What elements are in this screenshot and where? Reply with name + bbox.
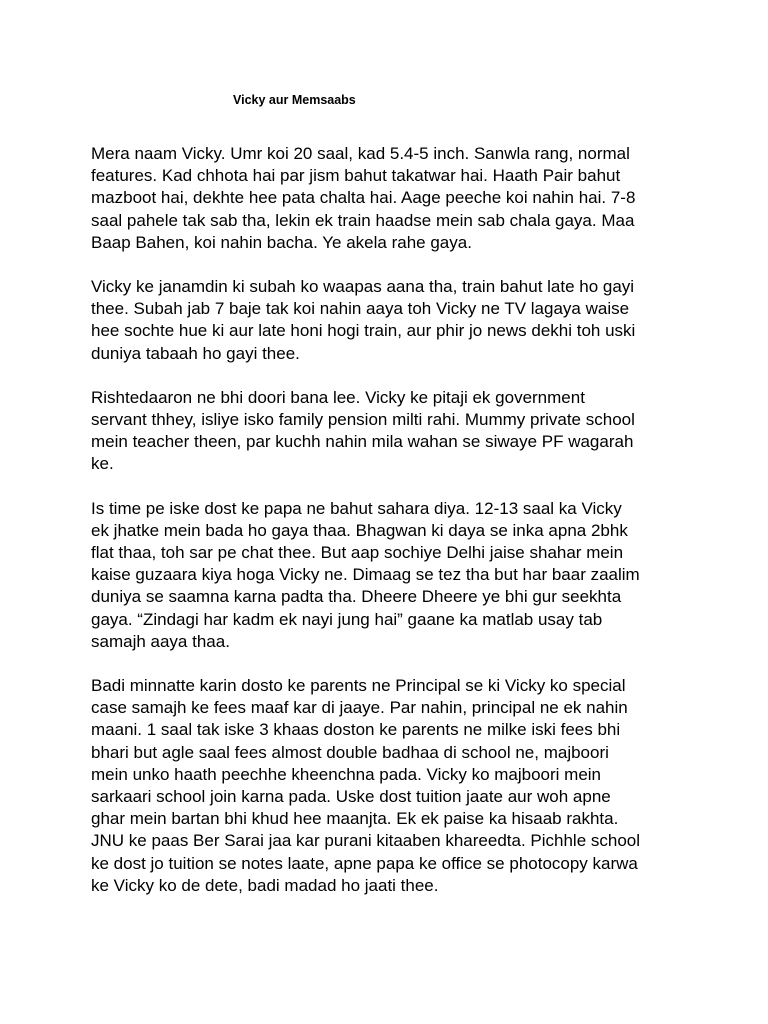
text-line: Mera naam Vicky. Umr koi 20 saal, kad 5.4-5 inch. Sanwla rang, normal (91, 144, 630, 163)
text-line: maani. 1 saal tak iske 3 khaas doston ke parents ne milke iski fees bhi (91, 720, 621, 740)
text-line: Vicky ke janamdin ki subah ko waapas aana tha, train bahut late ho gayi (91, 277, 635, 297)
text-line: kaise guzaara kiya hoga Vicky ne. Dimaag se tez tha but har baar zaalim (91, 565, 640, 585)
text-line: samajh aaya thaa. (91, 631, 230, 651)
text-line: flat thaa, toh sar pe chat thee. But aap sochiye Delhi jaise shahar mein (91, 543, 624, 563)
text-line: duniya tabaah ho gayi thee. (91, 343, 300, 363)
text-line: ek jhatke mein bada ho gaya thaa. Bhagwan ki daya se inka apna 2bhk (91, 520, 628, 540)
text-line: ke dost jo tuition se notes laate, apne papa ke office se photocopy karwa (91, 853, 638, 873)
document-title: Vicky aur Memsaabs (233, 93, 356, 107)
text-line: JNU ke paas Ber Sarai jaa kar purani kitaaben khareedta. Pichhle school (91, 831, 641, 851)
text-line: Rishtedaaron ne bhi doori bana lee. Vicky ke pitaji ek government (91, 387, 585, 407)
text-line: gaya. “Zindagi har kadm ek nayi jung hai” gaane ka matlab usay tab (91, 609, 603, 629)
document-body (91, 143, 691, 919)
text-line: Baap Bahen, koi nahin bacha. Ye akela rahe gaya. (91, 232, 472, 252)
text-line: ke. (91, 454, 114, 474)
paragraph-4 (91, 498, 691, 653)
text-line: hee sochte hue ki aur late honi hogi train, aur phir jo news dekhi toh uski (91, 321, 636, 341)
text-line: saal pahele tak sab tha, lekin ek train haadse mein sab chala gaya. Maa (91, 210, 635, 230)
text-line: case samajh ke fees maaf kar di jaaye. Par nahin, principal ne ek nahin (91, 698, 628, 718)
text-line: ghar mein bartan bhi khud hee maanjta. Ek ek paise ka hisaab rakhta. (91, 809, 619, 829)
text-line: thee. Subah jab 7 baje tak koi nahin aaya toh Vicky ne TV lagaya waise (91, 299, 630, 319)
text-line: Badi minnatte karin dosto ke parents ne Principal se ki Vicky ko special (91, 676, 626, 696)
paragraph-3 (91, 387, 691, 476)
text-line: sarkaari school join karna pada. Uske dost tuition jaate aur woh apne (91, 787, 611, 807)
text-line: features. Kad chhota hai par jism bahut takatwar hai. Haath Pair bahut (91, 166, 621, 186)
text-line: ke Vicky ko de dete, badi madad ho jaati thee. (91, 875, 439, 895)
text-line: duniya se saamna karna padta tha. Dheere Dheere ye bhi gur seekhta (91, 587, 622, 607)
text-line: mein teacher theen, par kuchh nahin mila wahan se siwaye PF wagarah (91, 432, 634, 452)
paragraph-1 (91, 143, 691, 254)
text-line: mazboot hai, dekhte hee pata chalta hai. Aage peeche koi nahin hai. 7-8 (91, 188, 636, 208)
text-line: bhari but agle saal fees almost double badhaa di school ne, majboori (91, 742, 609, 762)
paragraph-2 (91, 276, 691, 365)
text-line: mein unko haath peechhe kheenchna pada. Vicky ko majboori mein (91, 764, 602, 784)
paragraph-5 (91, 675, 691, 897)
text-line: servant thhey, isliye isko family pension milti rahi. Mummy private school (91, 410, 635, 430)
text-line: Is time pe iske dost ke papa ne bahut sahara diya. 12-13 saal ka Vicky (91, 498, 622, 518)
